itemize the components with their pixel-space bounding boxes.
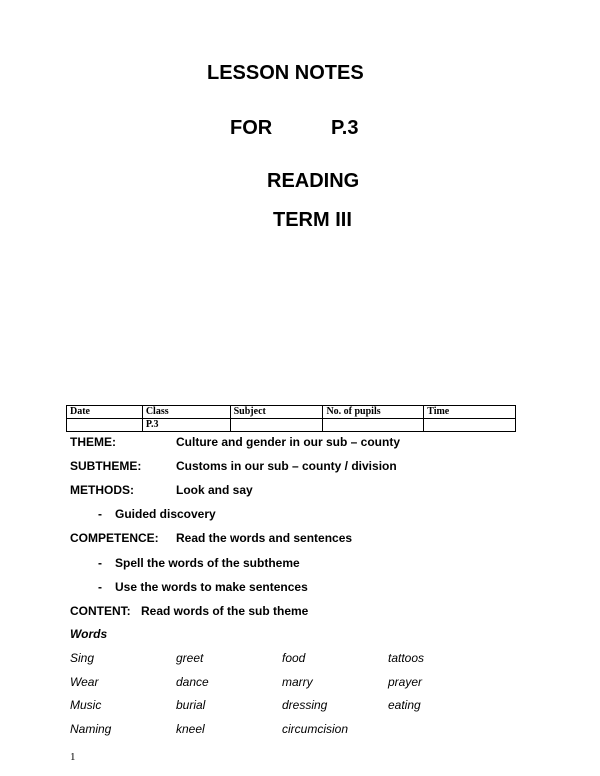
word-item: Music: [70, 698, 102, 712]
word-item: marry: [282, 675, 313, 689]
competence-value: Read the words and sentences: [176, 531, 353, 545]
competence-item: Spell the words of the subtheme: [115, 556, 300, 570]
words-heading: Words: [70, 627, 108, 641]
table-header-row: [67, 406, 516, 419]
list-bullet: -: [98, 580, 102, 594]
word-item: prayer: [388, 675, 423, 689]
table-header-cell: Class: [142, 406, 230, 419]
competence-label: COMPETENCE:: [70, 531, 159, 545]
page-number: 1: [70, 751, 76, 763]
title-for: FOR: [230, 117, 273, 139]
table-cell: [230, 419, 323, 432]
word-item: greet: [176, 651, 204, 665]
word-item: eating: [388, 698, 421, 712]
lesson-info-table: [66, 405, 516, 432]
table-cell: [67, 419, 143, 432]
content-value: Read words of the sub theme: [141, 604, 309, 618]
methods-item: Guided discovery: [115, 507, 216, 521]
word-item: burial: [176, 698, 206, 712]
theme-value: Culture and gender in our sub – county: [176, 435, 401, 449]
word-item: food: [282, 651, 306, 665]
list-bullet: -: [98, 556, 102, 570]
word-item: Sing: [70, 651, 95, 665]
title-lesson-notes: LESSON NOTES: [207, 62, 364, 84]
table-cell: P.3: [142, 419, 230, 432]
word-item: Wear: [70, 675, 99, 689]
table-header-cell: Date: [67, 406, 143, 419]
title-term: TERM III: [273, 209, 352, 231]
title-subject: READING: [267, 170, 360, 192]
table-cell: [424, 419, 516, 432]
subtheme-label: SUBTHEME:: [70, 459, 142, 473]
methods-label: METHODS:: [70, 483, 134, 497]
table-cell: [323, 419, 424, 432]
methods-value: Look and say: [176, 483, 253, 497]
word-item: kneel: [176, 722, 205, 736]
word-item: circumcision: [282, 722, 349, 736]
subtheme-value: Customs in our sub – county / division: [176, 459, 397, 473]
list-bullet: -: [98, 507, 102, 521]
table-row: [67, 419, 516, 432]
word-item: dance: [176, 675, 209, 689]
table-header-cell: Time: [424, 406, 516, 419]
table-header-cell: Subject: [230, 406, 323, 419]
theme-label: THEME:: [70, 435, 116, 449]
word-item: dressing: [282, 698, 328, 712]
competence-item: Use the words to make sentences: [115, 580, 308, 594]
word-item: Naming: [70, 722, 112, 736]
title-class: P.3: [331, 117, 359, 139]
word-item: tattoos: [388, 651, 425, 665]
content-label: CONTENT:: [70, 604, 131, 618]
table-header-cell: No. of pupils: [323, 406, 424, 419]
